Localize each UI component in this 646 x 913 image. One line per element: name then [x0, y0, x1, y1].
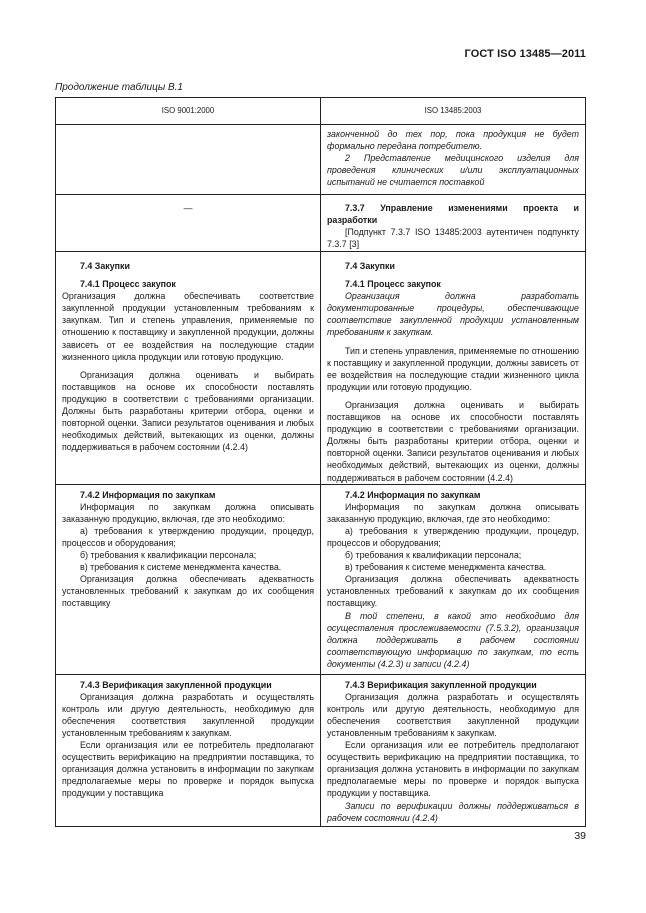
clause-title: 7.3.7 Управление изменениями проекта и разработки	[327, 203, 579, 226]
clause-title: 7.4.2 Информация по закупкам	[345, 489, 481, 500]
cell-left	[56, 195, 321, 252]
clause-text: Информация по закупкам должна описывать заказанную продукцию, включая, где это необходимо:	[327, 501, 579, 524]
section-heading: 7.4 Закупки	[345, 261, 395, 271]
table-continuation-caption: Продолжение таблицы В.1	[55, 82, 183, 93]
clause-text: Организация должна разработать документированные процедуры, обеспечивающие соответствие закупленной продукции установленным требованиям к закупкам.	[327, 291, 579, 338]
comparison-table	[55, 97, 586, 827]
list-item: б) требования к квалификации персонала;	[345, 550, 522, 561]
table-header-row	[56, 98, 586, 125]
clause-text: [Подпункт 7.3.7 ISO 13485:2003 аутентичен подпункту 7.3.7 [3]	[327, 227, 579, 250]
clause-text: В той степени, в какой это необходимо для осуществления прослеживаемости (7.5.3.2), организация должна поддерживать в рабочем состоянии соответствующую информацию по закупкам, то есть документы (4.2.3) и записи (4.2.4)	[327, 610, 579, 669]
cell-left	[56, 252, 321, 485]
cell-right	[321, 195, 586, 252]
clause-title: 7.4.3 Верификация закупленной продукции	[80, 679, 272, 690]
clause-title: 7.4.2 Информация по закупкам	[80, 489, 216, 500]
note-2: 2 Представление медицинского изделия для проведения клинических и/или эксплуатационных испытаний не считается поставкой	[327, 153, 579, 188]
table-row	[56, 125, 586, 195]
list-item: в) требования к системе менеджмента качества.	[80, 562, 282, 573]
document-code: ГОСТ ISO 13485—2011	[464, 48, 586, 60]
clause-text: Организация должна разработать и осуществлять контроль или другую деятельность, необходимую для обеспечения соответствия закупленной продукции установленным требованиям к закупкам.	[62, 691, 314, 738]
table-row	[56, 252, 586, 485]
clause-text: Организация должна обеспечивать адекватность установленных требований к закупкам до их сообщения поставщику	[62, 574, 314, 609]
note-continuation: законченной до тех пор, пока продукция не будет формально передана потребителю.	[327, 129, 579, 152]
table-row	[56, 484, 586, 674]
clause-text: Если организация или ее потребитель предполагают осуществить верификацию на предприятии поставщика, то организация должна установить в информации по закупкам предполагаемые меры по проверке и порядок выпуска продукции у поставщика	[62, 740, 314, 799]
cell-right	[321, 125, 586, 195]
no-equivalent-dash: —	[183, 203, 193, 213]
clause-text: Информация по закупкам должна описывать заказанную продукцию, включая, где это необходимо:	[62, 501, 314, 524]
cell-left	[56, 484, 321, 674]
clause-title: 7.4.3 Верификация закупленной продукции	[345, 679, 537, 690]
column-header-iso9001: ISO 9001:2000	[56, 98, 321, 125]
clause-text: Записи по верификации должны поддерживаться в рабочем состоянии (4.2.4)	[327, 800, 579, 823]
clause-text: Тип и степень управления, применяемые по отношению к поставщику и закупленной продукции, должны зависеть от ее воздействия на последующие стадии жизненного цикла продукции или готовую продукцию.	[327, 345, 579, 392]
table-row	[56, 195, 586, 252]
page-number: 39	[574, 830, 586, 842]
list-item: а) требования к утверждению продукции, процедур, процессов и оборудования;	[327, 525, 579, 548]
cell-left	[56, 674, 321, 826]
clause-text: Организация должна разработать и осуществлять контроль или другую деятельность, необходимую для обеспечения соответствия закупленной продукции установленным требованиям к закупкам.	[327, 691, 579, 738]
list-item: б) требования к квалификации персонала;	[80, 550, 257, 561]
list-item: в) требования к системе менеджмента качества.	[345, 562, 547, 573]
clause-text: Организация должна оценивать и выбирать поставщиков на основе их способности поставлять продукцию в соответствии с требованиями организации. Должны быть разработаны критерии отбора, оценки и повторной оценки. Записи результатов оценивания и любых необходимых действий, вытекающих из оценки, должны поддерживаться в рабочем состоянии (4.2.4)	[327, 399, 579, 483]
cell-right	[321, 252, 586, 485]
cell-left-empty	[56, 125, 321, 195]
cell-right	[321, 674, 586, 826]
clause-title: 7.4.1 Процесс закупок	[80, 279, 176, 290]
clause-text: Если организация или ее потребитель предполагают осуществить верификацию на предприятии поставщика, то организация должна установить в информации по закупкам предполагаемые меры по проверке и порядок выпуска продукции у поставщика.	[327, 740, 579, 799]
list-item: а) требования к утверждению продукции, процедур, процессов и оборудования;	[62, 525, 314, 548]
clause-text: Организация должна оценивать и выбирать поставщиков на основе их способности поставлять продукцию в соответствии с требованиями организации. Должны быть разработаны критерии отбора, оценки и повторной оценки. Записи результатов оценивания и любых необходимых действий, вытекающих из оценки, должны поддерживаться в рабочем состоянии (4.2.4)	[62, 369, 314, 453]
cell-right	[321, 484, 586, 674]
column-header-iso13485: ISO 13485:2003	[321, 98, 586, 125]
clause-text: Организация должна обеспечивать соответствие закупленной продукции установленным требованиям к закупкам. Тип и степень управления, применяемые по отношению к поставщику и закупленной продукции, должны зависеть от ее воздействия на последующие стадии жизненного цикла продукции или готовую продукцию.	[62, 291, 314, 362]
clause-title: 7.4.1 Процесс закупок	[345, 279, 441, 290]
clause-text: Организация должна обеспечивать адекватность установленных требований к закупкам до их сообщения поставщику.	[327, 574, 579, 609]
table-row	[56, 674, 586, 826]
section-heading: 7.4 Закупки	[80, 261, 130, 271]
